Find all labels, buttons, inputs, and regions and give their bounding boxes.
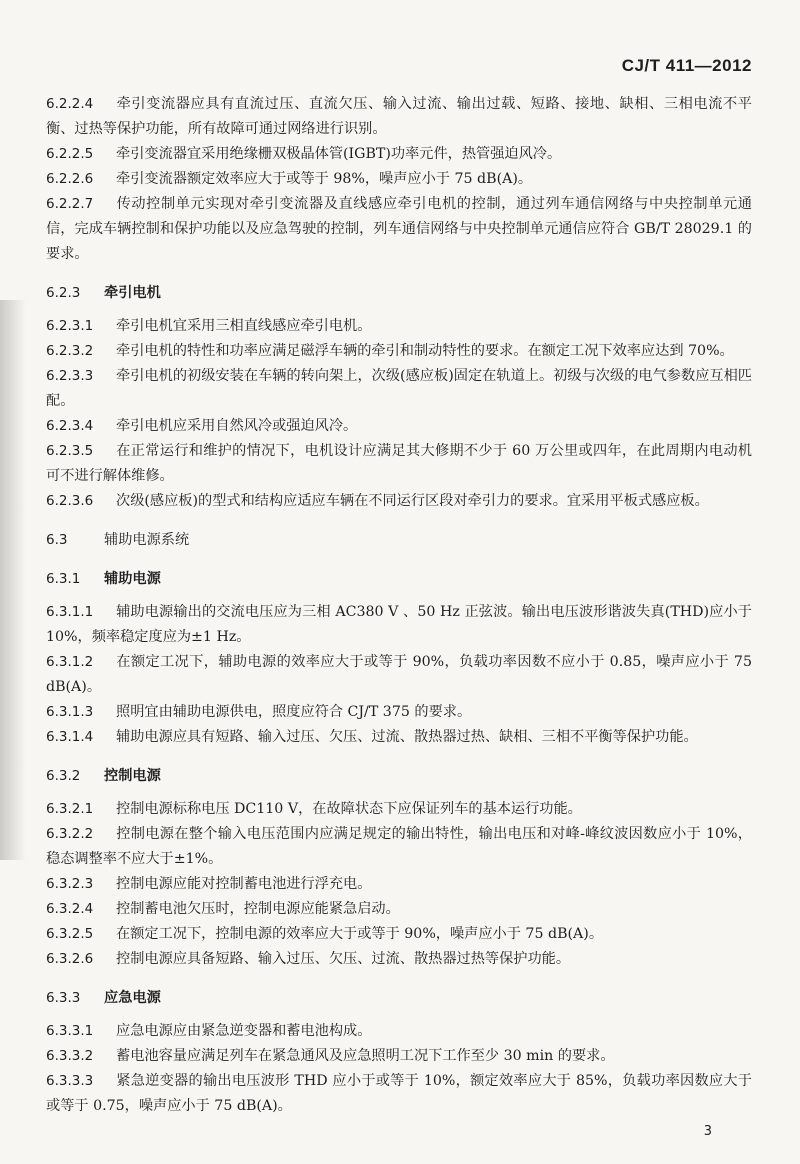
clause-number: 6.2.3.3 xyxy=(46,368,94,384)
clause-text: 在额定工况下，控制电源的效率应大于或等于 90%，噪声应小于 75 dB(A)。 xyxy=(116,926,604,942)
clause-paragraph xyxy=(46,797,752,822)
clause-text: 控制蓄电池欠压时，控制电源应能紧急启动。 xyxy=(116,901,400,917)
section-heading xyxy=(46,281,752,306)
clause-text: 控制电源应具备短路、输入过压、欠压、过流、散热器过热等保护功能。 xyxy=(116,951,571,967)
clause-number: 6.3.2.6 xyxy=(46,951,94,967)
clause-number: 6.3.3.2 xyxy=(46,1048,94,1064)
clause-text: 应急电源应由紧急逆变器和蓄电池构成。 xyxy=(116,1023,372,1039)
clause-paragraph xyxy=(46,439,752,489)
clause-text: 蓄电池容量应满足列车在紧急通风及应急照明工况下工作至少 30 min 的要求。 xyxy=(116,1048,615,1064)
document-body xyxy=(46,92,752,1119)
clause-paragraph xyxy=(46,1019,752,1044)
clause-text: 辅助电源应具有短路、输入过压、欠压、过流、散热器过热、缺相、三相不平衡等保护功能。 xyxy=(116,729,698,745)
clause-number: 6.3.2.5 xyxy=(46,926,94,942)
clause-paragraph xyxy=(46,167,752,192)
clause-text: 牵引变流器宜采用绝缘栅双极晶体管(IGBT)功率元件，热管强迫风冷。 xyxy=(116,146,562,162)
clause-paragraph xyxy=(46,600,752,650)
clause-number: 6.3.3 xyxy=(46,990,81,1006)
clause-number: 6.2.3.6 xyxy=(46,493,94,509)
clause-paragraph xyxy=(46,700,752,725)
section-heading xyxy=(46,986,752,1011)
clause-paragraph xyxy=(46,414,752,439)
clause-text: 辅助电源输出的交流电压应为三相 AC380 V 、50 Hz 正弦波。输出电压波形谐波失真(THD)应小于 10%，频率稳定度应为±1 Hz。 xyxy=(46,604,752,645)
clause-paragraph xyxy=(46,314,752,339)
clause-number: 6.2.3 xyxy=(46,285,81,301)
clause-paragraph xyxy=(46,947,752,972)
clause-paragraph xyxy=(46,339,752,364)
clause-number: 6.3.2.1 xyxy=(46,801,94,817)
clause-paragraph xyxy=(46,822,752,872)
clause-paragraph xyxy=(46,364,752,414)
clause-paragraph xyxy=(46,1069,752,1119)
clause-paragraph xyxy=(46,922,752,947)
section-heading-text: 控制电源 xyxy=(104,768,161,784)
clause-number: 6.3.1.1 xyxy=(46,604,94,620)
page-number: 3 xyxy=(703,1124,712,1139)
clause-paragraph xyxy=(46,142,752,167)
clause-number: 6.3 xyxy=(46,532,68,548)
clause-text: 次级(感应板)的型式和结构应适应车辆在不同运行区段对牵引力的要求。宜采用平板式感应板。 xyxy=(116,493,709,509)
section-heading-text: 辅助电源 xyxy=(104,571,161,587)
clause-paragraph xyxy=(46,872,752,897)
clause-number: 6.3.3.3 xyxy=(46,1073,94,1089)
clause-number: 6.3.2 xyxy=(46,768,81,784)
clause-number: 6.3.2.2 xyxy=(46,826,94,842)
clause-paragraph xyxy=(46,897,752,922)
section-heading-text: 应急电源 xyxy=(104,990,161,1006)
clause-text: 牵引电机的特性和功率应满足磁浮车辆的牵引和制动特性的要求。在额定工况下效率应达到 70%。 xyxy=(116,343,734,359)
clause-text: 牵引电机的初级安装在车辆的转向架上，次级(感应板)固定在轨道上。初级与次级的电气参数应互相匹配。 xyxy=(46,368,752,409)
clause-text: 传动控制单元实现对牵引变流器及直线感应牵引电机的控制，通过列车通信网络与中央控制单元通信，完成车辆控制和保护功能以及应急驾驶的控制，列车通信网络与中央控制单元通信应符合 GB/T 28029.1 的要求。 xyxy=(46,196,752,262)
clause-number: 6.3.1.3 xyxy=(46,704,94,720)
clause-text: 在额定工况下，辅助电源的效率应大于或等于 90%，负载功率因数不应小于 0.85，噪声应小于 75 dB(A)。 xyxy=(46,654,752,695)
clause-number: 6.2.2.6 xyxy=(46,171,94,187)
clause-paragraph xyxy=(46,650,752,700)
clause-number: 6.3.1.4 xyxy=(46,729,94,745)
clause-paragraph xyxy=(46,192,752,267)
clause-number: 6.2.2.7 xyxy=(46,196,94,212)
scan-shadow xyxy=(0,300,26,860)
standard-code: CJ/T 411—2012 xyxy=(621,56,752,75)
clause-number: 6.2.3.2 xyxy=(46,343,94,359)
clause-text: 控制电源应能对控制蓄电池进行浮充电。 xyxy=(116,876,372,892)
clause-number: 6.2.2.5 xyxy=(46,146,94,162)
clause-text: 照明宜由辅助电源供电，照度应符合 CJ/T 375 的要求。 xyxy=(116,704,472,720)
clause-paragraph xyxy=(46,1044,752,1069)
clause-text: 控制电源标称电压 DC110 V，在故障状态下应保证列车的基本运行功能。 xyxy=(116,801,582,817)
clause-number: 6.2.2.4 xyxy=(46,96,94,112)
clause-number: 6.2.3.1 xyxy=(46,318,94,334)
clause-number: 6.3.2.3 xyxy=(46,876,94,892)
clause-text: 牵引变流器额定效率应大于或等于 98%，噪声应小于 75 dB(A)。 xyxy=(116,171,533,187)
section-heading xyxy=(46,567,752,592)
clause-number: 6.2.3.4 xyxy=(46,418,94,434)
clause-number: 6.3.1 xyxy=(46,571,81,587)
section-heading xyxy=(46,764,752,789)
clause-text: 牵引电机应采用自然风冷或强迫风冷。 xyxy=(116,418,358,434)
clause-text: 在正常运行和维护的情况下，电机设计应满足其大修期不少于 60 万公里或四年，在此周期内电动机可不进行解体维修。 xyxy=(46,443,752,484)
clause-text: 牵引变流器应具有直流过压、直流欠压、输入过流、输出过载、短路、接地、缺相、三相电流不平衡、过热等保护功能，所有故障可通过网络进行识别。 xyxy=(46,96,752,137)
clause-text: 紧急逆变器的输出电压波形 THD 应小于或等于 10%，额定效率应大于 85%，负载功率因数应大于或等于 0.75，噪声应小于 75 dB(A)。 xyxy=(46,1073,752,1114)
section-heading-text: 牵引电机 xyxy=(104,285,161,301)
clause-paragraph xyxy=(46,489,752,514)
clause-paragraph xyxy=(46,92,752,142)
clause-text: 控制电源在整个输入电压范围内应满足规定的输出特性，输出电压和对峰-峰纹波因数应小于 10%，稳态调整率不应大于±1%。 xyxy=(46,826,752,867)
clause-number: 6.2.3.5 xyxy=(46,443,94,459)
section-heading xyxy=(46,528,752,553)
clause-number: 6.3.2.4 xyxy=(46,901,94,917)
clause-number: 6.3.3.1 xyxy=(46,1023,94,1039)
clause-paragraph xyxy=(46,725,752,750)
clause-number: 6.3.1.2 xyxy=(46,654,94,670)
clause-text: 牵引电机宜采用三相直线感应牵引电机。 xyxy=(116,318,372,334)
section-heading-text: 辅助电源系统 xyxy=(104,532,190,548)
